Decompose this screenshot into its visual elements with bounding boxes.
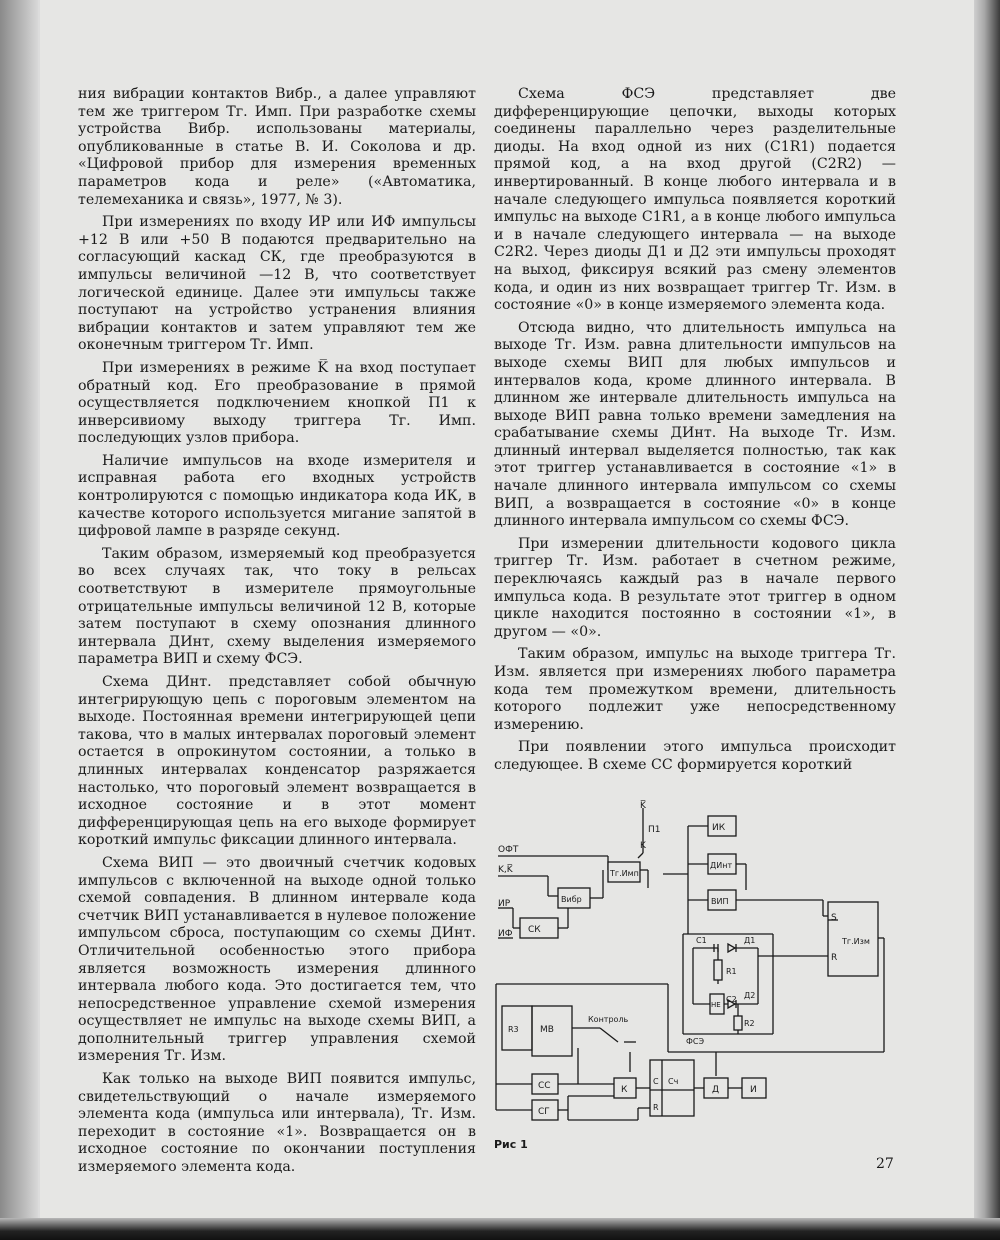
paragraph: Отсюда видно, что длительность импульса на выходе Тг. Изм. равна длительности импульсов на выходе схемы ВИП для любых импульсов и интервалов кода, кроме длинного интервала. В длинном же интервале длительность импульса на выходе ВИП равна только времени замедления на срабатывание схемы ДИнт. На выходе Тг. Изм. длинный интервал выделяется полностью, так как этот триггер устанавливается в состояние «1» в начале длинного интервала импульсом со схемы ВИП, а возвращается в состояние «0» в конце длинного интервала импульсом со схемы ФСЭ. <box>494 319 896 530</box>
svg-text:ВИП: ВИП <box>711 897 729 906</box>
svg-text:R1: R1 <box>726 967 737 976</box>
svg-text:K,K̅: K,K̅ <box>498 865 513 875</box>
paragraph: Таким образом, импульс на выходе триггера Тг. Изм. является при измерениях любого параметра кода тем промежутком времени, длительность которого подлежит уже непосредственному измерению. <box>494 646 896 733</box>
svg-text:ОФТ: ОФТ <box>498 845 519 855</box>
binding-shadow <box>0 0 38 1240</box>
svg-text:Д1: Д1 <box>744 936 756 945</box>
svg-text:Тг.Имп: Тг.Имп <box>610 869 639 878</box>
svg-text:Вибр: Вибр <box>561 895 582 904</box>
svg-text:Контроль: Контроль <box>588 1015 629 1024</box>
paragraph: При измерении длительности кодового цикла триггер Тг. Изм. работает в счетном режиме, переключаясь каждый раз в начале первого импульса кода. В результате этот триггер в одном цикле находится постоянно в состоянии «1», в другом — «0». <box>494 535 896 640</box>
svg-text:ИК: ИК <box>712 823 726 833</box>
paragraph: При появлении этого импульса происходит следующее. В схеме СС формируется короткий <box>494 739 896 773</box>
circuit-diagram <box>488 798 908 1128</box>
paragraph: При измерениях в режиме K̅ на вход поступает обратный код. Его преобразование в прямой осуществляется подключением кнопкой П1 к инверсивиому выходу триггера Тг. Имп. последующих узлов прибора. <box>78 359 476 447</box>
svg-text:ДИнт: ДИнт <box>710 861 733 870</box>
svg-text:Д: Д <box>712 1085 720 1095</box>
left-text-column <box>78 86 476 1182</box>
svg-text:R: R <box>831 953 838 963</box>
svg-text:П1: П1 <box>648 825 661 835</box>
paragraph: Схема ДИнт. представляет собой обычную интегрирующую цепь с пороговым элементом на выходе. Постоянная времени интегрирующей цепи такова, что в малых интервалах пороговый элемент остается в опрокинутом состоянии, а только в длинных интервалах конденсатор разряжается настолько, что пороговый элемент возвращается в исходное состояние и в этот момент дифференцирующая цепь на его выходе формирует короткий импульс фиксации длинного интервала. <box>78 674 476 849</box>
svg-text:СК: СК <box>528 925 541 935</box>
svg-text:С2: С2 <box>726 995 737 1004</box>
paragraph: ния вибрации контактов Вибр., а далее управляют тем же триггером Тг. Имп. При разработке схемы устройства Вибр. использованы материалы, опубликованные в статье В. И. Соколова и др. «Цифровой прибор для измерения временных параметров кода и реле» («Автоматика, телемеханика и связь», 1977, № 3). <box>78 86 476 208</box>
svg-text:СС: СС <box>538 1081 551 1091</box>
svg-text:С: С <box>653 1077 659 1086</box>
svg-text:Тг.Изм: Тг.Изм <box>842 937 870 946</box>
svg-text:С1: С1 <box>696 936 707 945</box>
svg-text:S: S <box>831 913 837 923</box>
svg-text:ИФ: ИФ <box>498 929 513 939</box>
right-text-column <box>494 86 896 780</box>
paragraph: Наличие импульсов на входе измерителя и исправная работа его входных устройств контролируются с помощью индикатора кода ИК, в качестве которого используется мигание запятой в цифровой лампе в разряде секунд. <box>78 452 476 540</box>
page-number: 27 <box>876 1156 894 1172</box>
svg-text:К: К <box>621 1085 628 1095</box>
svg-text:Д2: Д2 <box>744 991 756 1000</box>
paragraph: Схема ВИП — это двоичный счетчик кодовых импульсов с включенной на выходе одной только схемой совпадения. В длинном интервале кода счетчик ВИП устанавливается в нулевое положение импульсом сброса, поступающим со схемы ДИнт. Отличительной особенностью этого прибора является возможность измерения длинного интервала любого кода. Это достигается тем, что непосредственное управление схемой измерения осуществляет не импульс на выходе схемы ВИП, а дополнительный триггер управления схемой измерения Тг. Изм. <box>78 854 476 1065</box>
svg-text:R2: R2 <box>744 1019 755 1028</box>
svg-text:МВ: МВ <box>540 1025 554 1035</box>
svg-text:СГ: СГ <box>538 1107 550 1117</box>
svg-text:НЕ: НЕ <box>711 1001 721 1009</box>
page-edge-bottom <box>0 1218 1000 1240</box>
paragraph: Таким образом, измеряемый код преобразуется во всех случаях так, что току в рельсах соответствуют в измерителе прямоугольные отрицательные импульсы величиной 12 В, которые затем поступают в схему опознания длинного интервала ДИнт, схему выделения измеряемого параметра ВИП и схему ФСЭ. <box>78 545 476 668</box>
svg-text:R: R <box>653 1103 659 1112</box>
svg-text:ФСЭ: ФСЭ <box>686 1037 705 1046</box>
svg-text:И: И <box>750 1085 757 1095</box>
paragraph: Как только на выходе ВИП появится импульс, свидетельствующий о начале измеряемого элемента кода (импульса или интервала), Тг. Изм. переходит в состояние «1». Возвращается он в исходное состояние по окончании поступления измеряемого элемента кода. <box>78 1071 476 1176</box>
svg-text:K̅: K̅ <box>640 801 646 811</box>
svg-text:Сч: Сч <box>668 1077 679 1086</box>
paragraph: При измерениях по входу ИР или ИФ импульсы +12 В или +50 В подаются предварительно на согласующий каскад СК, где преобразуются в импульсы величиной —12 В, что соответствует логической единице. Далее эти импульсы также поступают на устройство устранения влияния вибрации контактов и затем управляют тем же оконечным триггером Тг. Имп. <box>78 214 476 354</box>
svg-text:R3: R3 <box>508 1025 519 1034</box>
paragraph: Схема ФСЭ представляет две дифференцирующие цепочки, выходы которых соединены параллельно через разделительные диоды. На вход одной из них (С1R1) подается прямой код, а на вход другой (С2R2) — инвертированный. В конце любого интервала и в начале следующего импульса появляется короткий импульс на выходе С1R1, а в конце любого импульса и в начале следующего интервала — на выходе С2R2. Через диоды Д1 и Д2 эти импульсы проходят на выход, фиксируя всякий раз смену элементов кода, и один из них возвращает триггер Тг. Изм. в состояние «0» в конце измеряемого элемента кода. <box>494 86 896 314</box>
svg-text:ИР: ИР <box>498 899 511 909</box>
page-edge-right <box>974 0 1000 1240</box>
svg-text:K: K <box>640 841 646 851</box>
figure-caption: Рис 1 <box>494 1138 528 1151</box>
